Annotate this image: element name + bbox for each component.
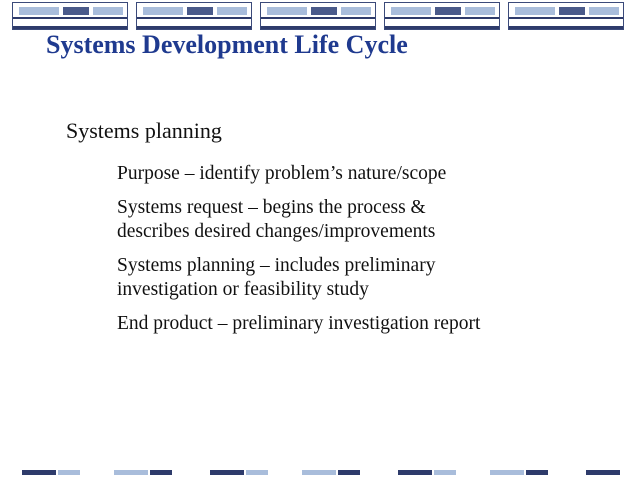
sub-bullet-text: investigation or feasibility study [117,279,369,300]
sub-bullet-text: describes desired changes/improvements [117,221,436,242]
decor-box [384,2,500,30]
sub-bullet [85,196,597,244]
sub-bullet-text: Systems request – begins the process & [117,197,426,218]
decor-box [508,2,624,30]
sub-bullet [85,254,597,302]
sub-bullet-list [85,162,597,346]
sub-bullet-text: End product – preliminary investigation report [117,313,481,334]
sub-bullet [85,162,597,186]
sub-bullet-text: Systems planning – includes preliminary [117,255,436,276]
slide-title: Systems Development Life Cycle [46,30,408,59]
decor-box [260,2,376,30]
main-bullet [34,118,222,144]
decor-box [12,2,128,30]
decor-box [136,2,252,30]
sub-bullet-text: Purpose – identify problem’s nature/scope [117,163,447,184]
main-bullet-text: Systems planning [66,118,222,143]
sub-bullet [85,312,597,336]
